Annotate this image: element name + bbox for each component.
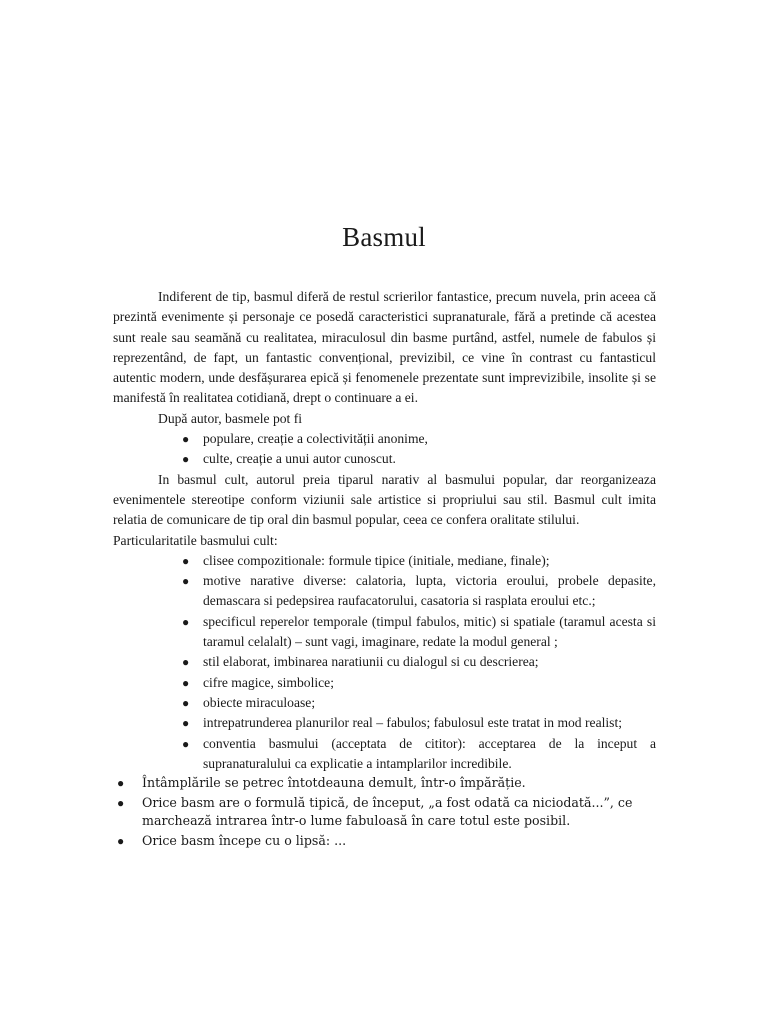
list-item: ● Întâmplările se petrec întotdeauna demult, într-o împărăție. (117, 775, 526, 791)
bullet-icon: ● (117, 776, 125, 791)
bullet-icon: ● (182, 675, 190, 690)
particularities-list (113, 551, 656, 774)
page-title: Basmul (342, 222, 426, 252)
list-item: ● specificul reperelor temporale (timpul fabulos, mitic) si spatiale (taramul acesta si taramul celalalt) – sunt vagi, imaginare, redate la modul general ; (182, 613, 656, 650)
list-item: ● obiecte miraculoase; (113, 693, 656, 713)
author-types-list (113, 429, 656, 470)
bullet-icon: ● (117, 834, 125, 849)
bullet-icon: ● (182, 716, 190, 731)
list-item: ● motive narative diverse: calatoria, lupta, victoria eroului, probele depasite, demascara si pedepsirea raufacatorului, casatoria si rasplata eroului etc.; (182, 573, 656, 609)
particularities-label: Particularitatile basmului cult: (113, 532, 278, 548)
bullet-icon: ● (182, 553, 190, 568)
list-item: ● intrepatrunderea planurilor real – fabulos; fabulosul este tratat in mod realist; (113, 713, 656, 733)
cult-paragraph: In basmul cult, autorul preia tiparul narativ al basmului popular, dar reorganizeaza evenimentele stereotipe conform viziunii sale artistice si propriului sau stil. Basmul cult imita relatia de comunicare de tip oral din basmul popular, ceea ce confera oralitate stilului. (113, 471, 656, 528)
intro-paragraph: Indiferent de tip, basmul diferă de restul scrierilor fantastice, precum nuvela, prin aceea că prezintă evenimente și personaje ce posedă caracteristici supranaturale, fără a pretinde că acestea sunt reale sau seamănă cu realitatea, miraculosul din basme purtând, astfel, numele de fabulos și reprezentând, de fapt, un fantastic convențional, previzibil, ce vine în contrast cu fantasticul autentic modern, unde desfășurarea epică și fenomenele prezentate sunt imprevizibile, insolite și se manifestă în realitatea cotidiană, drept o continuare a ei. (113, 289, 656, 406)
bullet-icon: ● (182, 452, 190, 467)
list-item: ● clisee compozitionale: formule tipice (initiale, mediane, finale); (113, 551, 656, 571)
bullet-icon: ● (182, 432, 190, 447)
list-item: ● populare, creație a colectivității anonime, (113, 429, 656, 449)
bullet-icon: ● (182, 736, 190, 751)
bullet-icon: ● (182, 655, 190, 670)
list-item: ● conventia basmului (acceptata de cititor): acceptarea de la inceput a supranaturalului ca explicatie a intamplarilor incredibile. (182, 735, 656, 771)
bullet-icon: ● (182, 695, 190, 710)
document-body (113, 287, 656, 852)
list-item: ● Orice basm are o formulă tipică, de început, „a fost odată ca niciodată...”, ce marchează intrarea într-o lume fabuloasă în care totul este posibil. (117, 795, 633, 829)
list-item: ● stil elaborat, imbinarea naratiunii cu dialogul si cu descrierea; (113, 652, 656, 672)
bullet-icon: ● (182, 614, 190, 629)
bullet-icon: ● (182, 574, 190, 589)
author-intro: După autor, basmele pot fi (158, 410, 303, 426)
final-points-list (113, 774, 656, 850)
list-item: ● cifre magice, simbolice; (113, 673, 656, 693)
bullet-icon: ● (117, 796, 125, 811)
list-item: ● culte, creație a unui autor cunoscut. (113, 449, 656, 469)
list-item: ● Orice basm începe cu o lipsă: ... (117, 833, 347, 849)
